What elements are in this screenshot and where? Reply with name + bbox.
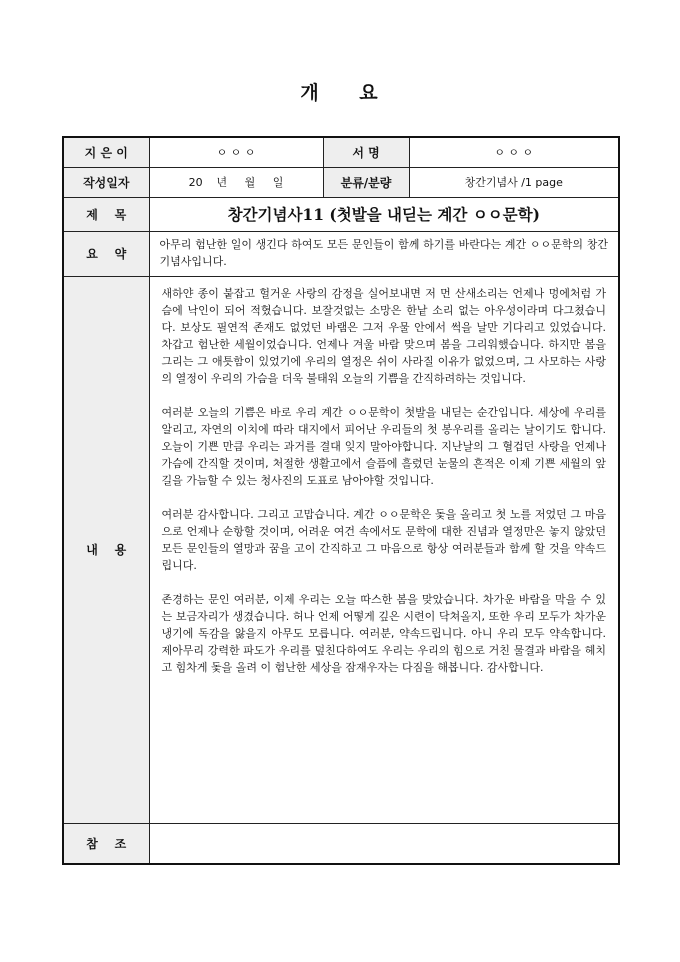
- signature-label: 서 명: [323, 137, 409, 167]
- subject-label: 제 목: [63, 197, 149, 231]
- content-body: [149, 276, 619, 823]
- subject-value: 창간기념사11 (첫발을 내딛는 계간 ㅇㅇ문학): [149, 197, 619, 231]
- date-label: 작성일자: [63, 167, 149, 197]
- date-value: 20 년 월 일: [149, 167, 323, 197]
- content-label: 내 용: [63, 276, 149, 823]
- content-paragraph: 존경하는 문인 여러분, 이제 우리는 오늘 따스한 봄을 맞았습니다. 차가운 바람을 막을 수 있는 보금자리가 생겼습니다. 허나 언제 어떻게 깊은 시련이 닥쳐올지, 또한 우리 모두가 차가운 냉기에 독감을 앓을지 아무도 모릅니다. 여러분, 약속드립니다. 아니 우리 모두 약속합니다. 제아무리 강력한 파도가 우리를 덮친다하여도 우리는 우리의 힘으로 거친 물결과 바람을 헤치고 힘차게 돛을 올려 이 험난한 세상을 잠재우자는 다짐을 해봅니다. 감사합니다.: [161, 592, 606, 674]
- summary-value: 아무리 험난한 일이 생긴다 하여도 모든 문인들이 함께 하기를 바란다는 계간 ㅇㅇ문학의 창간기념사입니다.: [149, 231, 619, 276]
- category-value: 창간기념사 /1 page: [409, 167, 619, 197]
- reference-label: 참 조: [63, 823, 149, 864]
- content-paragraph: 새하얀 종이 붙잡고 헐거운 사랑의 감정을 실어보내면 저 먼 산새소리는 언제나 멍에처럼 가슴에 낙인이 되어 적혔습니다. 보잘것없는 소망은 한낱 소리 없는 아우성이라며 다그쳤습니다. 보상도 필연적 존재도 없었던 바램은 그저 우물 안에서 썩을 날만 기다리고 있었습니다. 차갑고 험난한 세월이었습니다. 언제나 겨울 바람 맞으며 봄을 그리워했습니다. 하지만 봄을 그리는 그 애틋함이 있었기에 우리의 열정은 쉬이 사라질 이유가 없었으며, 그 사모하는 사랑의 열정이 우리의 가슴을 더욱 불태워 오늘의 기쁨을 간직하려하는 것입니다.: [161, 286, 606, 385]
- page-title: 개 요: [300, 82, 380, 104]
- summary-label: 요 약: [63, 231, 149, 276]
- category-label: 분류/분량: [323, 167, 409, 197]
- content-paragraph: 여러분 오늘의 기쁨은 바로 우리 계간 ㅇㅇ문학이 첫발을 내딛는 순간입니다. 세상에 우리를 알리고, 자연의 이치에 따라 대지에서 피어난 우리들의 첫 봉우리를 올리는 날이기도 합니다. 오늘이 기쁜 만큼 우리는 과거를 결대 잊지 말아야합니다. 지난날의 그 혈겁던 사랑을 언제나 가슴에 간직할 것이며, 처절한 생활고에서 슬픔에 흘렸던 눈물의 흔적은 이제 기쁜 세월의 앞길을 가늠할 수 있는 청사진의 도표로 남아야할 것입니다.: [161, 405, 606, 487]
- signature-value: ㅇ ㅇ ㅇ: [409, 137, 619, 167]
- author-label: 지 은 이: [63, 137, 149, 167]
- summary-form-table: [62, 136, 620, 865]
- reference-value: [149, 823, 619, 864]
- author-value: ㅇ ㅇ ㅇ: [149, 137, 323, 167]
- content-paragraph: 여러분 감사합니다. 그리고 고맙습니다. 계간 ㅇㅇ문학은 돛을 올리고 첫 노를 저었던 그 마음으로 언제나 순항할 것이며, 어려운 여건 속에서도 문학에 대한 진념과 열정만은 놓지 않았던 모든 문인들의 열망과 꿈을 고이 간직하고 그 마음으로 항상 여러분들과 함께 할 것을 약속드립니다.: [161, 507, 606, 572]
